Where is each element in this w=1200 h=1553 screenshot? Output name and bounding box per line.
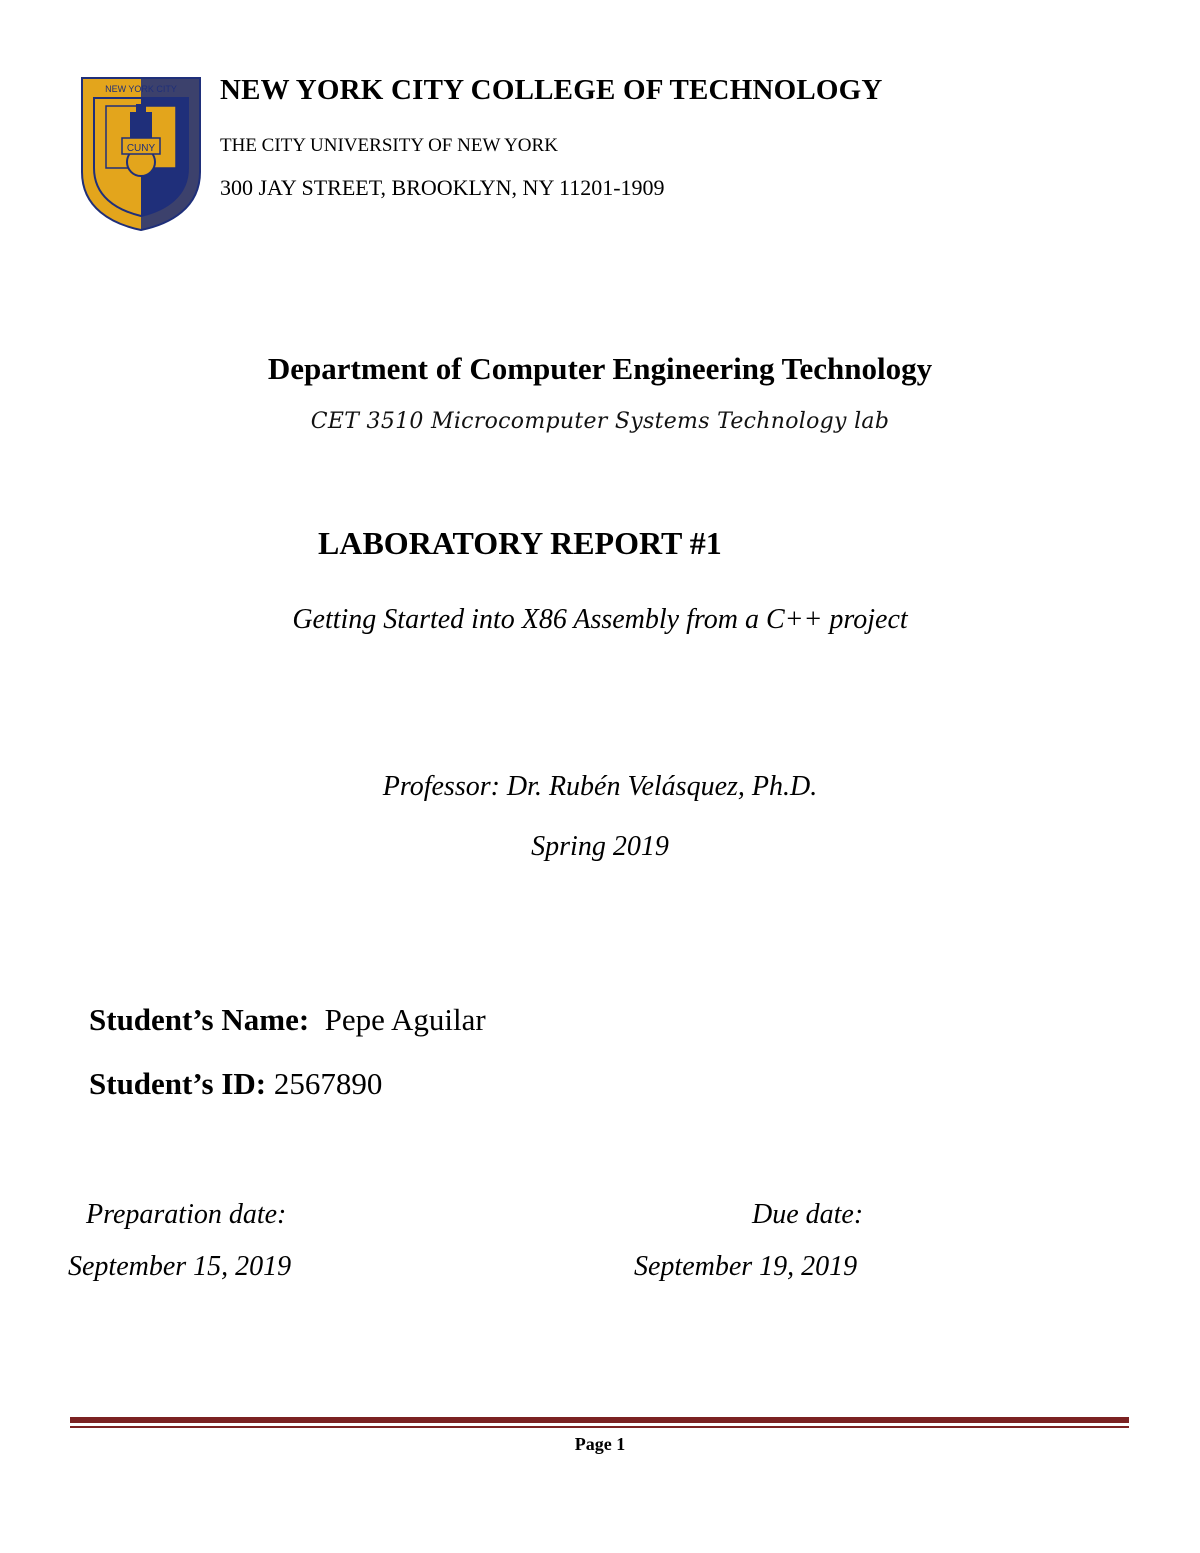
college-name: NEW YORK CITY COLLEGE OF TECHNOLOGY	[220, 74, 883, 106]
footer-rule	[70, 1417, 1129, 1431]
university-name: THE CITY UNIVERSITY OF NEW YORK	[220, 135, 558, 156]
preparation-date-label: Preparation date:	[86, 1199, 287, 1230]
report-subtitle: Getting Started into X86 Assembly from a C++ project	[292, 604, 908, 635]
student-name-value: Pepe Aguilar	[324, 1002, 486, 1037]
course-title: CET 3510 Microcomputer Systems Technology lab	[310, 409, 890, 434]
preparation-date-value: September 15, 2019	[68, 1251, 292, 1282]
term-line: Spring 2019	[531, 831, 669, 862]
professor-line: Professor: Dr. Rubén Velásquez, Ph.D.	[382, 771, 818, 802]
student-id-value: 2567890	[273, 1066, 383, 1101]
report-title: LABORATORY REPORT #1	[318, 525, 722, 561]
college-address: 300 JAY STREET, BROOKLYN, NY 11201-1909	[220, 175, 665, 200]
student-name-row	[89, 1002, 486, 1038]
logo-top-text: NEW YORK CITY	[105, 84, 177, 94]
logo-badge-text: CUNY	[126, 143, 156, 154]
student-id-row	[89, 1066, 382, 1102]
department-title: Department of Computer Engineering Technology	[267, 351, 933, 386]
college-seal-logo	[80, 76, 202, 232]
student-name-label: Student’s Name:	[89, 1002, 310, 1037]
due-date-value: September 19, 2019	[634, 1251, 858, 1282]
page-number: Page 1	[574, 1434, 626, 1454]
due-date-label: Due date:	[752, 1199, 864, 1230]
student-id-label: Student’s ID:	[89, 1066, 267, 1101]
